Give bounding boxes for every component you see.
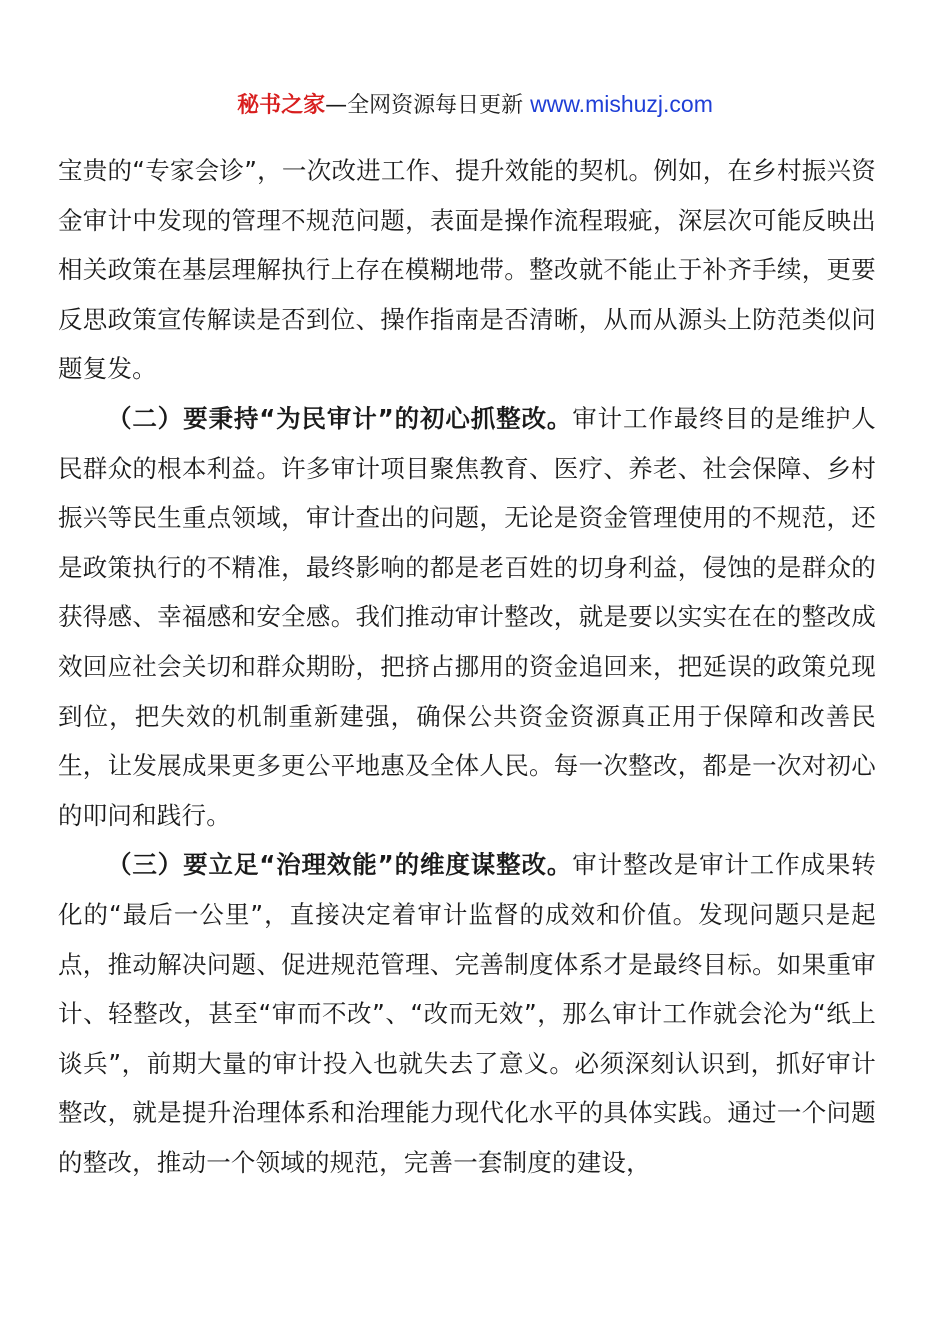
section-heading-2: （二）要秉持“为民审计”的初心抓整改。 [107, 403, 573, 433]
paragraph-1 [58, 146, 876, 394]
paragraph-text: 审计整改是审计工作成果转化的“最后一公里”，直接决定着审计监督的成效和价值。发现问题只是起点，推动解决问题、促进规范管理、完善制度体系才是最终目标。如果重审计、轻整改，甚至“审而不改”、“改而无效”，那么审计工作就会沦为“纸上谈兵”，前期大量的审计投入也就失去了意义。必须深刻认识到，抓好审计整改，就是提升治理体系和治理能力现代化水平的具体实践。通过一个问题的整改，推动一个领域的规范，完善一套制度的建设， [58, 850, 876, 1177]
paragraph-text: 宝贵的“专家会诊”，一次改进工作、提升效能的契机。例如，在乡村振兴资金审计中发现的管理不规范问题，表面是操作流程瑕疵，深层次可能反映出相关政策在基层理解执行上存在模糊地带。整改就不能止于补齐手续，更要反思政策宣传解读是否到位、操作指南是否清晰，从而从源头上防范类似问题复发。 [58, 156, 876, 384]
paragraph-3 [58, 840, 876, 1187]
paragraph-2 [58, 394, 876, 840]
paragraph-text: 审计工作最终目的是维护人民群众的根本利益。许多审计项目聚焦教育、医疗、养老、社会保障、乡村振兴等民生重点领域，审计查出的问题，无论是资金管理使用的不规范，还是政策执行的不精准，最终影响的都是老百姓的切身利益，侵蚀的是群众的获得感、幸福感和安全感。我们推动审计整改，就是要以实实在在的整改成效回应社会关切和群众期盼，把挤占挪用的资金追回来，把延误的政策兑现到位，把失效的机制重新建强，确保公共资金资源真正用于保障和改善民生，让发展成果更多更公平地惠及全体人民。每一次整改，都是一次对初心的叩问和践行。 [58, 403, 876, 830]
header-slogan: —全网资源每日更新 [325, 93, 524, 118]
section-heading-3: （三）要立足“治理效能”的维度谋整改。 [107, 850, 573, 880]
page-header [0, 88, 950, 122]
brand-name: 秘书之家 [237, 93, 326, 118]
site-link[interactable]: www.mishuzj.com [530, 91, 713, 117]
document-body [58, 146, 876, 1187]
